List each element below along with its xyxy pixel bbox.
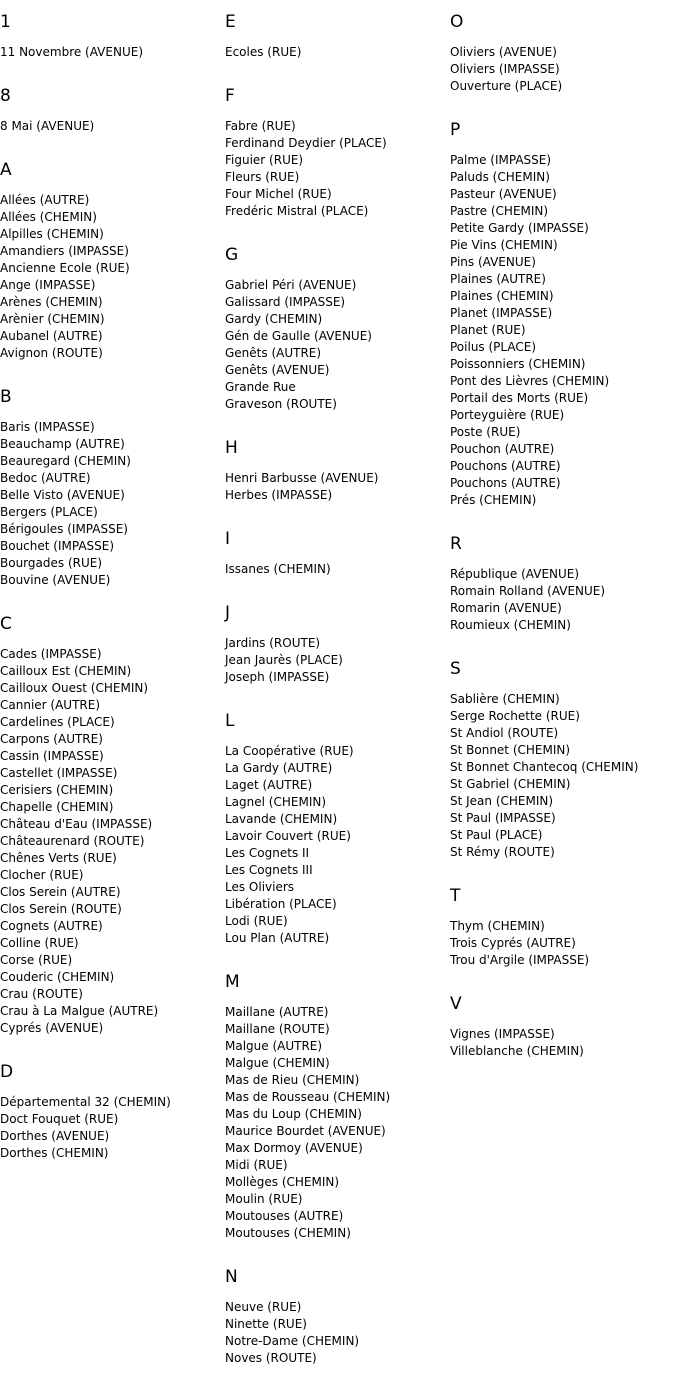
street-list-item[interactable]: Romarin (AVENUE) xyxy=(450,601,562,615)
street-list-item[interactable]: Thym (CHEMIN) xyxy=(450,919,545,933)
street-list-item[interactable]: Pastre (CHEMIN) xyxy=(450,204,549,218)
street-index-column-3 xyxy=(450,0,675,1085)
street-list xyxy=(0,192,225,362)
street-list-item[interactable]: Carpons (AUTRE) xyxy=(0,732,103,746)
street-list-item[interactable]: Bérigoules (IMPASSE) xyxy=(0,522,128,536)
street-list-item[interactable]: Joseph (IMPASSE) xyxy=(225,670,330,684)
street-list-item[interactable]: Maillane (ROUTE) xyxy=(225,1022,330,1036)
street-list-item[interactable]: Ninette (RUE) xyxy=(225,1317,307,1331)
letter-section xyxy=(225,603,450,686)
street-list xyxy=(225,44,450,61)
street-list-item[interactable]: Pouchons (AUTRE) xyxy=(450,476,561,490)
letter-section xyxy=(450,994,675,1060)
section-letter-heading: G xyxy=(225,245,239,265)
street-list-item[interactable]: Lou Plan (AUTRE) xyxy=(225,931,330,945)
street-list-item[interactable]: Pins (AVENUE) xyxy=(450,255,536,269)
street-list-item[interactable]: St Gabriel (CHEMIN) xyxy=(450,777,571,791)
street-list-item[interactable]: Mas de Rousseau (CHEMIN) xyxy=(225,1090,391,1104)
street-list-item[interactable]: Ferdinand Deydier (PLACE) xyxy=(225,136,387,150)
street-list-item[interactable]: Clocher (RUE) xyxy=(0,868,84,882)
street-list-item[interactable]: Les Oliviers xyxy=(225,880,295,894)
letter-section xyxy=(225,972,450,1242)
street-list-item[interactable]: Porteyguière (RUE) xyxy=(450,408,565,422)
street-list-item[interactable]: Clos Serein (AUTRE) xyxy=(0,885,121,899)
street-list-item[interactable]: Fleurs (RUE) xyxy=(225,170,300,184)
street-list-item[interactable]: St Bonnet Chantecoq (CHEMIN) xyxy=(450,760,639,774)
street-list xyxy=(450,152,675,509)
street-list-item[interactable]: Clos Serein (ROUTE) xyxy=(0,902,122,916)
street-list-item[interactable]: St Andiol (ROUTE) xyxy=(450,726,559,740)
street-list-item[interactable]: Castellet (IMPASSE) xyxy=(0,766,118,780)
street-list-item[interactable]: Portail des Morts (RUE) xyxy=(450,391,589,405)
street-list xyxy=(225,1299,450,1367)
street-list xyxy=(450,918,675,969)
street-list-item[interactable]: Lagnel (CHEMIN) xyxy=(225,795,327,809)
street-list-item[interactable]: Poissonniers (CHEMIN) xyxy=(450,357,586,371)
section-letter-heading: V xyxy=(450,994,462,1014)
street-list-item[interactable]: Libération (PLACE) xyxy=(225,897,337,911)
street-list-item[interactable]: St Paul (PLACE) xyxy=(450,828,543,842)
street-list-item[interactable]: Amandiers (IMPASSE) xyxy=(0,244,129,258)
street-list-item[interactable]: Alpilles (CHEMIN) xyxy=(0,227,104,241)
street-list-item[interactable]: Neuve (RUE) xyxy=(225,1300,302,1314)
street-list xyxy=(450,1026,675,1060)
street-list-item[interactable]: Malgue (AUTRE) xyxy=(225,1039,323,1053)
street-list-item[interactable]: Paluds (CHEMIN) xyxy=(450,170,550,184)
street-list-item[interactable]: Notre-Dame (CHEMIN) xyxy=(225,1334,360,1348)
street-list-item[interactable]: Couderic (CHEMIN) xyxy=(0,970,115,984)
section-letter-heading: D xyxy=(0,1062,14,1082)
street-list-item[interactable]: Mollèges (CHEMIN) xyxy=(225,1175,340,1189)
letter-section xyxy=(0,1062,225,1162)
street-list-item[interactable]: Cades (IMPASSE) xyxy=(0,647,102,661)
street-list-item[interactable]: Trou d'Argile (IMPASSE) xyxy=(450,953,590,967)
street-list-item[interactable]: Poste (RUE) xyxy=(450,425,521,439)
street-list-item[interactable]: Villeblanche (CHEMIN) xyxy=(450,1044,584,1058)
street-list-item[interactable]: Cyprés (AVENUE) xyxy=(0,1021,104,1035)
street-list xyxy=(450,691,675,861)
section-letter-heading: J xyxy=(225,603,231,623)
street-list-item[interactable]: Ecoles (RUE) xyxy=(225,45,302,59)
letter-section xyxy=(450,659,675,861)
street-list xyxy=(0,44,225,61)
street-list-item[interactable]: Moutouses (CHEMIN) xyxy=(225,1226,351,1240)
street-list-item[interactable]: Moutouses (AUTRE) xyxy=(225,1209,344,1223)
street-list-item[interactable]: Maurice Bourdet (AVENUE) xyxy=(225,1124,386,1138)
section-letter-heading: A xyxy=(0,160,12,180)
letter-section xyxy=(0,387,225,589)
street-list-item[interactable]: Beauregard (CHEMIN) xyxy=(0,454,131,468)
street-list-item[interactable]: Dorthes (AVENUE) xyxy=(0,1129,110,1143)
letter-section xyxy=(450,534,675,634)
street-list-item[interactable]: Corse (RUE) xyxy=(0,953,73,967)
street-list-item[interactable]: Départemental 32 (CHEMIN) xyxy=(0,1095,171,1109)
street-list xyxy=(450,566,675,634)
street-list-item[interactable]: Les Cognets III xyxy=(225,863,313,877)
street-list-item[interactable]: Galissard (IMPASSE) xyxy=(225,295,346,309)
street-list-item[interactable]: Noves (ROUTE) xyxy=(225,1351,317,1365)
section-letter-heading: P xyxy=(450,120,461,140)
street-list-item[interactable]: Cailloux Ouest (CHEMIN) xyxy=(0,681,149,695)
section-letter-heading: 8 xyxy=(0,86,11,106)
street-list-item[interactable]: Lodi (RUE) xyxy=(225,914,288,928)
street-list-item[interactable]: Belle Visto (AVENUE) xyxy=(0,488,125,502)
street-list-item[interactable]: 8 Mai (AVENUE) xyxy=(0,119,95,133)
letter-section xyxy=(225,86,450,220)
street-list-item[interactable]: Midi (RUE) xyxy=(225,1158,288,1172)
street-list-item[interactable]: Arènes (CHEMIN) xyxy=(0,295,103,309)
street-list xyxy=(225,561,450,578)
street-list-item[interactable]: Vignes (IMPASSE) xyxy=(450,1027,555,1041)
section-letter-heading: R xyxy=(450,534,462,554)
street-list-item[interactable]: Maillane (AUTRE) xyxy=(225,1005,329,1019)
letter-section xyxy=(0,614,225,1037)
street-list-item[interactable]: Bourgades (RUE) xyxy=(0,556,103,570)
street-list-item[interactable]: République (AVENUE) xyxy=(450,567,580,581)
street-list-item[interactable]: Gardy (CHEMIN) xyxy=(225,312,323,326)
street-list-item[interactable]: Pouchon (AUTRE) xyxy=(450,442,555,456)
letter-section xyxy=(450,886,675,969)
section-letter-heading: B xyxy=(0,387,12,407)
street-list-item[interactable]: Chênes Verts (RUE) xyxy=(0,851,117,865)
street-list-item[interactable]: Mas de Rieu (CHEMIN) xyxy=(225,1073,360,1087)
street-list-item[interactable]: Allées (AUTRE) xyxy=(0,193,90,207)
street-list-item[interactable]: Arènier (CHEMIN) xyxy=(0,312,105,326)
street-list-item[interactable]: Jardins (ROUTE) xyxy=(225,636,321,650)
street-list-item[interactable]: Oliviers (AVENUE) xyxy=(450,45,557,59)
letter-section xyxy=(225,711,450,947)
street-list-item[interactable]: Chapelle (CHEMIN) xyxy=(0,800,114,814)
street-list-item[interactable]: St Paul (IMPASSE) xyxy=(450,811,556,825)
street-list-item[interactable]: Pie Vins (CHEMIN) xyxy=(450,238,558,252)
street-list-item[interactable]: Moulin (RUE) xyxy=(225,1192,303,1206)
street-list xyxy=(0,118,225,135)
street-list-item[interactable]: Bedoc (AUTRE) xyxy=(0,471,91,485)
street-list-item[interactable]: Petite Gardy (IMPASSE) xyxy=(450,221,589,235)
street-list-item[interactable]: Grande Rue xyxy=(225,380,296,394)
street-list xyxy=(225,1004,450,1242)
street-list-item[interactable]: Roumieux (CHEMIN) xyxy=(450,618,571,632)
street-list-item[interactable]: Oliviers (IMPASSE) xyxy=(450,62,560,76)
street-list-item[interactable]: Cerisiers (CHEMIN) xyxy=(0,783,114,797)
street-list-item[interactable]: Figuier (RUE) xyxy=(225,153,304,167)
street-list-item[interactable]: Doct Fouquet (RUE) xyxy=(0,1112,119,1126)
letter-section xyxy=(450,12,675,95)
section-letter-heading: O xyxy=(450,12,464,32)
street-list-item[interactable]: Planet (RUE) xyxy=(450,323,526,337)
street-list xyxy=(225,277,450,413)
letter-section xyxy=(225,438,450,504)
street-list-item[interactable]: Château d'Eau (IMPASSE) xyxy=(0,817,153,831)
street-list-item[interactable]: Dorthes (CHEMIN) xyxy=(0,1146,109,1160)
street-list-item[interactable]: Genêts (AVENUE) xyxy=(225,363,330,377)
street-list-item[interactable]: Cannier (AUTRE) xyxy=(0,698,101,712)
street-list-item[interactable]: Pont des Lièvres (CHEMIN) xyxy=(450,374,610,388)
street-list-item[interactable]: Trois Cyprés (AUTRE) xyxy=(450,936,576,950)
street-list-item[interactable]: Lavoir Couvert (RUE) xyxy=(225,829,351,843)
street-list-item[interactable]: Four Michel (RUE) xyxy=(225,187,332,201)
street-list-item[interactable]: Baris (IMPASSE) xyxy=(0,420,95,434)
street-list xyxy=(225,635,450,686)
street-list-item[interactable]: Beauchamp (AUTRE) xyxy=(0,437,125,451)
street-list-item[interactable]: Cardelines (PLACE) xyxy=(0,715,115,729)
letter-section xyxy=(0,12,225,61)
letter-section xyxy=(225,529,450,578)
section-letter-heading: S xyxy=(450,659,461,679)
street-list-item[interactable]: Allées (CHEMIN) xyxy=(0,210,97,224)
street-list-item[interactable]: Ouverture (PLACE) xyxy=(450,79,563,93)
street-list-item[interactable]: Avignon (ROUTE) xyxy=(0,346,103,360)
street-list-item[interactable]: Plaines (AUTRE) xyxy=(450,272,546,286)
street-list-item[interactable]: Crau à La Malgue (AUTRE) xyxy=(0,1004,159,1018)
street-list xyxy=(225,470,450,504)
street-list-item[interactable]: Poilus (PLACE) xyxy=(450,340,537,354)
street-list-item[interactable]: Gén de Gaulle (AVENUE) xyxy=(225,329,372,343)
street-list-item[interactable]: St Bonnet (CHEMIN) xyxy=(450,743,571,757)
street-list-item[interactable]: Bergers (PLACE) xyxy=(0,505,98,519)
street-list-item[interactable]: Aubanel (AUTRE) xyxy=(0,329,103,343)
street-list-item[interactable]: Plaines (CHEMIN) xyxy=(450,289,554,303)
street-list xyxy=(0,419,225,589)
street-list-item[interactable]: Cognets (AUTRE) xyxy=(0,919,103,933)
street-list xyxy=(0,1094,225,1162)
street-list-item[interactable]: Lavande (CHEMIN) xyxy=(225,812,338,826)
street-list-item[interactable]: Prés (CHEMIN) xyxy=(450,493,537,507)
letter-section xyxy=(225,1267,450,1367)
street-list-item[interactable]: Pouchons (AUTRE) xyxy=(450,459,561,473)
street-list-item[interactable]: Cassin (IMPASSE) xyxy=(0,749,104,763)
street-list-item[interactable]: Crau (ROUTE) xyxy=(0,987,83,1001)
street-list-item[interactable]: Gabriel Péri (AVENUE) xyxy=(225,278,357,292)
section-letter-heading: I xyxy=(225,529,231,549)
street-index-column-2 xyxy=(225,0,450,1392)
section-letter-heading: L xyxy=(225,711,235,731)
street-list-item[interactable]: Henri Barbusse (AVENUE) xyxy=(225,471,379,485)
section-letter-heading: 1 xyxy=(0,12,11,32)
street-list-item[interactable]: La Gardy (AUTRE) xyxy=(225,761,333,775)
street-list-item[interactable]: Malgue (CHEMIN) xyxy=(225,1056,330,1070)
street-list-item[interactable]: Issanes (CHEMIN) xyxy=(225,562,331,576)
street-index-column-1 xyxy=(0,0,225,1187)
street-list-item[interactable]: Mas du Loup (CHEMIN) xyxy=(225,1107,362,1121)
street-list xyxy=(450,44,675,95)
letter-section xyxy=(225,245,450,413)
section-letter-heading: F xyxy=(225,86,235,106)
street-list-item[interactable]: Les Cognets II xyxy=(225,846,310,860)
street-list-item[interactable]: Planet (IMPASSE) xyxy=(450,306,553,320)
section-letter-heading: H xyxy=(225,438,238,458)
street-list-item[interactable]: Ange (IMPASSE) xyxy=(0,278,96,292)
letter-section xyxy=(0,160,225,362)
street-list-item[interactable]: 11 Novembre (AVENUE) xyxy=(0,45,143,59)
street-list xyxy=(225,743,450,947)
section-letter-heading: T xyxy=(450,886,461,906)
street-list-item[interactable]: Palme (IMPASSE) xyxy=(450,153,552,167)
street-list-item[interactable]: Fredéric Mistral (PLACE) xyxy=(225,204,369,218)
street-list-item[interactable]: Pasteur (AVENUE) xyxy=(450,187,557,201)
letter-section xyxy=(225,12,450,61)
street-list-item[interactable]: Colline (RUE) xyxy=(0,936,79,950)
street-list-item[interactable]: Romain Rolland (AVENUE) xyxy=(450,584,606,598)
letter-section xyxy=(0,86,225,135)
street-list-item[interactable]: Laget (AUTRE) xyxy=(225,778,313,792)
section-letter-heading: N xyxy=(225,1267,238,1287)
street-list-item[interactable]: Jean Jaurès (PLACE) xyxy=(225,653,343,667)
section-letter-heading: M xyxy=(225,972,240,992)
letter-section xyxy=(450,120,675,509)
street-list-item[interactable]: Genêts (AUTRE) xyxy=(225,346,322,360)
street-list-item[interactable]: Fabre (RUE) xyxy=(225,119,296,133)
street-list-item[interactable]: Graveson (ROUTE) xyxy=(225,397,337,411)
street-list-item[interactable]: St Rémy (ROUTE) xyxy=(450,845,555,859)
street-list-item[interactable]: Sablière (CHEMIN) xyxy=(450,692,560,706)
street-list-item[interactable]: Châteaurenard (ROUTE) xyxy=(0,834,145,848)
street-list-item[interactable]: Serge Rochette (RUE) xyxy=(450,709,580,723)
street-list-item[interactable]: Ancienne Ecole (RUE) xyxy=(0,261,130,275)
section-letter-heading: C xyxy=(0,614,12,634)
street-list-item[interactable]: St Jean (CHEMIN) xyxy=(450,794,554,808)
street-list-item[interactable]: Herbes (IMPASSE) xyxy=(225,488,333,502)
street-list-item[interactable]: La Coopérative (RUE) xyxy=(225,744,354,758)
street-list-item[interactable]: Bouvine (AVENUE) xyxy=(0,573,111,587)
street-list-item[interactable]: Bouchet (IMPASSE) xyxy=(0,539,115,553)
street-list xyxy=(225,118,450,220)
street-list xyxy=(0,646,225,1037)
street-list-item[interactable]: Cailloux Est (CHEMIN) xyxy=(0,664,132,678)
section-letter-heading: E xyxy=(225,12,236,32)
street-list-item[interactable]: Max Dormoy (AVENUE) xyxy=(225,1141,363,1155)
